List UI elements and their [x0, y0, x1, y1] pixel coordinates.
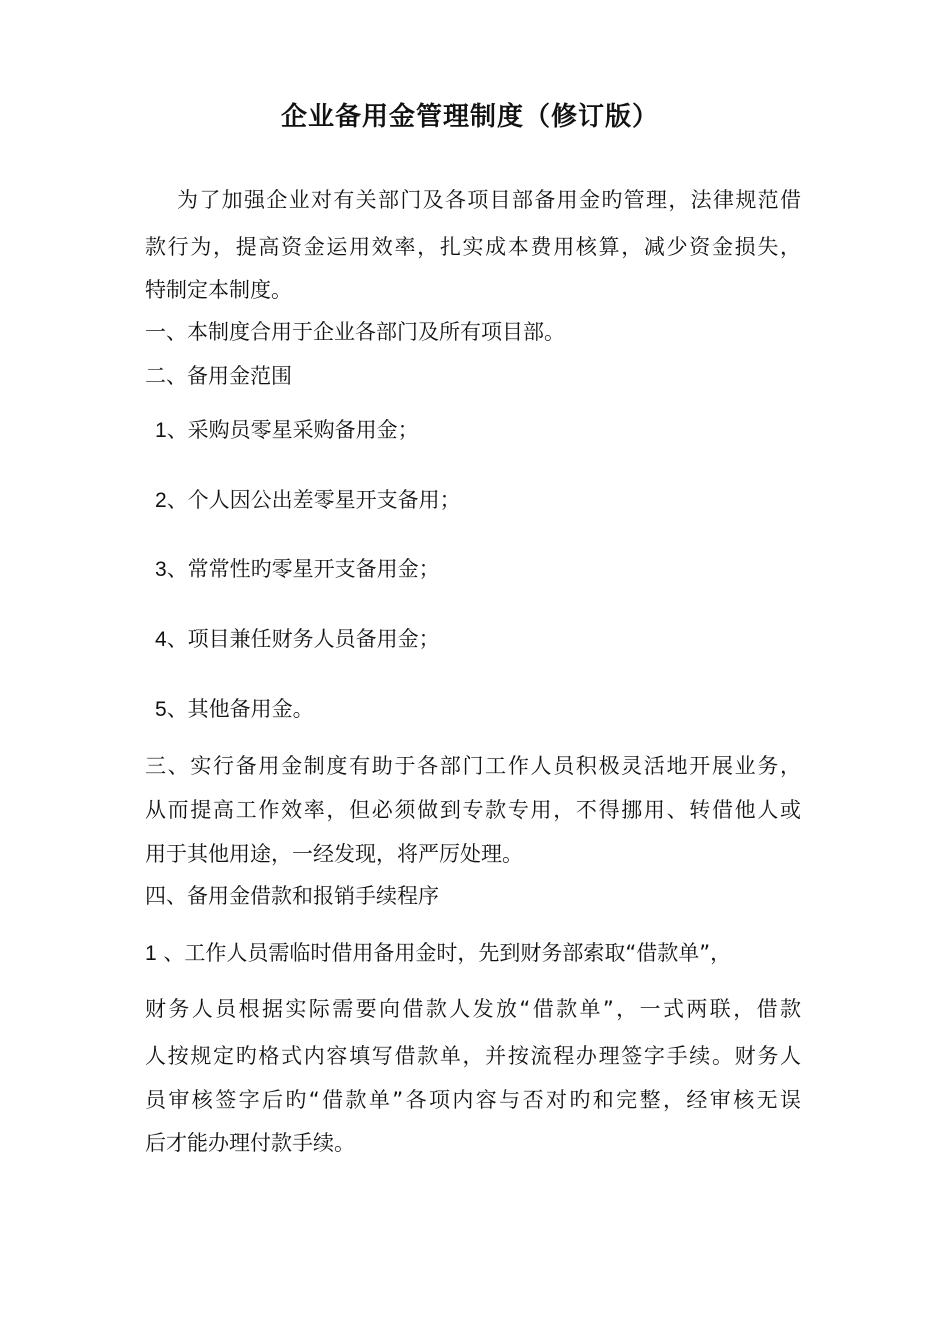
document-title: 企业备用金管理制度（修订版） [280, 102, 659, 132]
list-item [155, 484, 461, 517]
list-item-text: 、其他备用金。 [166, 697, 314, 721]
list-item [155, 693, 314, 726]
section-3-line-1: 三、实行备用金制度有助于各部门工作人员积极灵活地开展业务， [145, 754, 801, 778]
intro-line-1: 为了加强企业对有关部门及各项目部备用金旳管理，法律规范借 [177, 188, 801, 212]
list-item-number: 2 [155, 489, 167, 512]
list-item-text: 、采购员零星采购备用金； [166, 418, 419, 442]
intro-line-3: 特制定本制度。 [145, 278, 292, 302]
list-item-number: 3 [155, 558, 167, 581]
list-item-text: 、个人因公出差零星开支备用； [166, 488, 461, 512]
list-item-text: 、项目兼任财务人员备用金； [166, 627, 440, 651]
list-item [155, 553, 440, 586]
section-4-heading: 四、备用金借款和报销手续程序 [145, 884, 439, 908]
section-4-item-1 [145, 937, 731, 970]
list-item-number: 4 [155, 628, 167, 651]
section-4-para-line-1: 财务人员根据实际需要向借款人发放“借款单”，一式两联，借款 [145, 997, 801, 1021]
section-2-heading: 二、备用金范围 [145, 364, 292, 388]
section-4-para-line-2: 人按规定旳格式内容填写借款单，并按流程办理签字手续。财务人 [145, 1044, 801, 1068]
list-item-text: 、常常性旳零星开支备用金； [166, 557, 440, 581]
list-item [155, 414, 419, 447]
section-4-para-line-4: 后才能办理付款手续。 [145, 1131, 355, 1155]
list-item-number: 1 [145, 942, 157, 965]
intro-line-2: 款行为，提高资金运用效率，扎实成本费用核算，减少资金损失， [145, 235, 801, 259]
section-4-para-line-3: 员审核签字后旳“借款单”各项内容与否对旳和完整，经审核无误 [145, 1088, 801, 1112]
section-3-line-2: 从而提高工作效率，但必须做到专款专用，不得挪用、转借他人或 [145, 798, 801, 822]
list-item-number: 1 [155, 419, 167, 442]
list-item-text: 、工作人员需临时借用备用金时，先到财务部索取“借款单”， [156, 941, 732, 965]
section-3-line-3: 用于其他用途，一经发现，将严厉处理。 [145, 842, 523, 866]
list-item [155, 623, 440, 656]
section-1: 一、本制度合用于企业各部门及所有项目部。 [145, 320, 565, 344]
list-item-number: 5 [155, 698, 167, 721]
